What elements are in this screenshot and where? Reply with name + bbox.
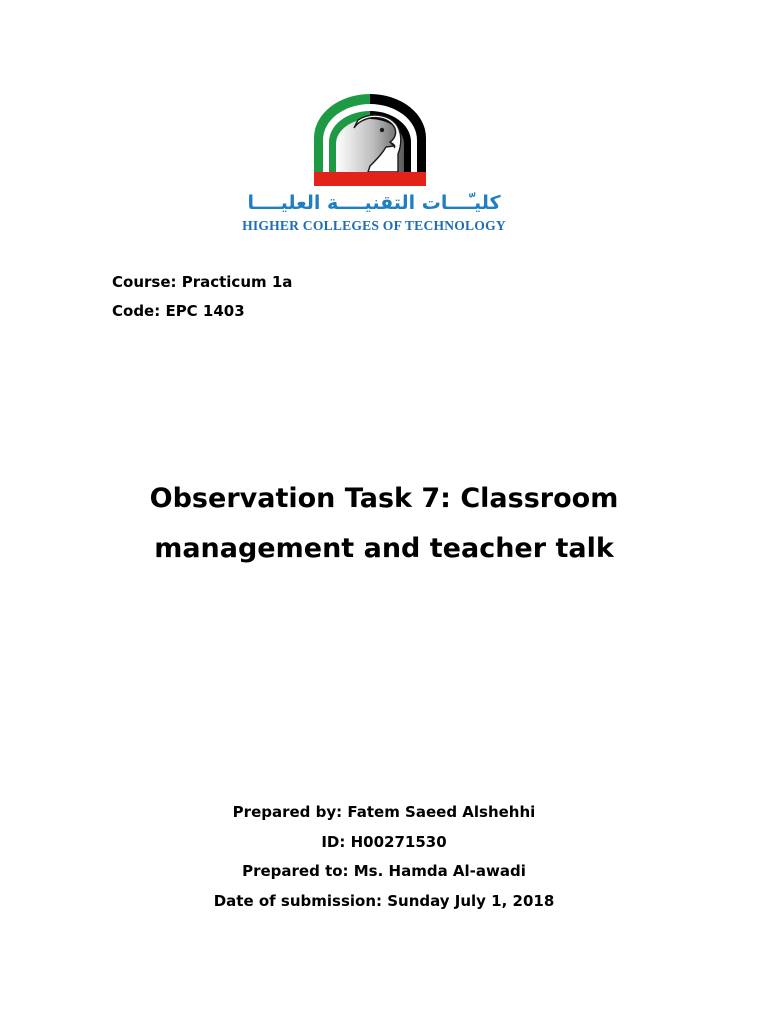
logo-english-name: HIGHER COLLEGES OF TECHNOLOGY bbox=[242, 218, 506, 233]
course-line: Course: Practicum 1a bbox=[112, 273, 293, 291]
hct-logo bbox=[205, 92, 550, 240]
prepared-to: Prepared to: Ms. Hamda Al-awadi bbox=[242, 862, 526, 880]
logo-arabic-name: كليـّـــات التقنيــــة العليــــا bbox=[247, 192, 501, 214]
student-id: ID: H00271530 bbox=[321, 832, 447, 851]
submission-date: Date of submission: Sunday July 1, 2018 bbox=[213, 891, 555, 910]
code-line: Code: EPC 1403 bbox=[112, 302, 245, 320]
prepared-info bbox=[84, 798, 684, 916]
title-line-2: management and teacher talk bbox=[154, 533, 614, 564]
document-title bbox=[60, 474, 708, 574]
title-line-1: Observation Task 7: Classroom bbox=[149, 483, 619, 514]
prepared-by: Prepared by: Fatem Saeed Alshehhi bbox=[232, 803, 536, 821]
course-info bbox=[112, 268, 292, 326]
falcon-emblem-icon bbox=[310, 92, 430, 188]
